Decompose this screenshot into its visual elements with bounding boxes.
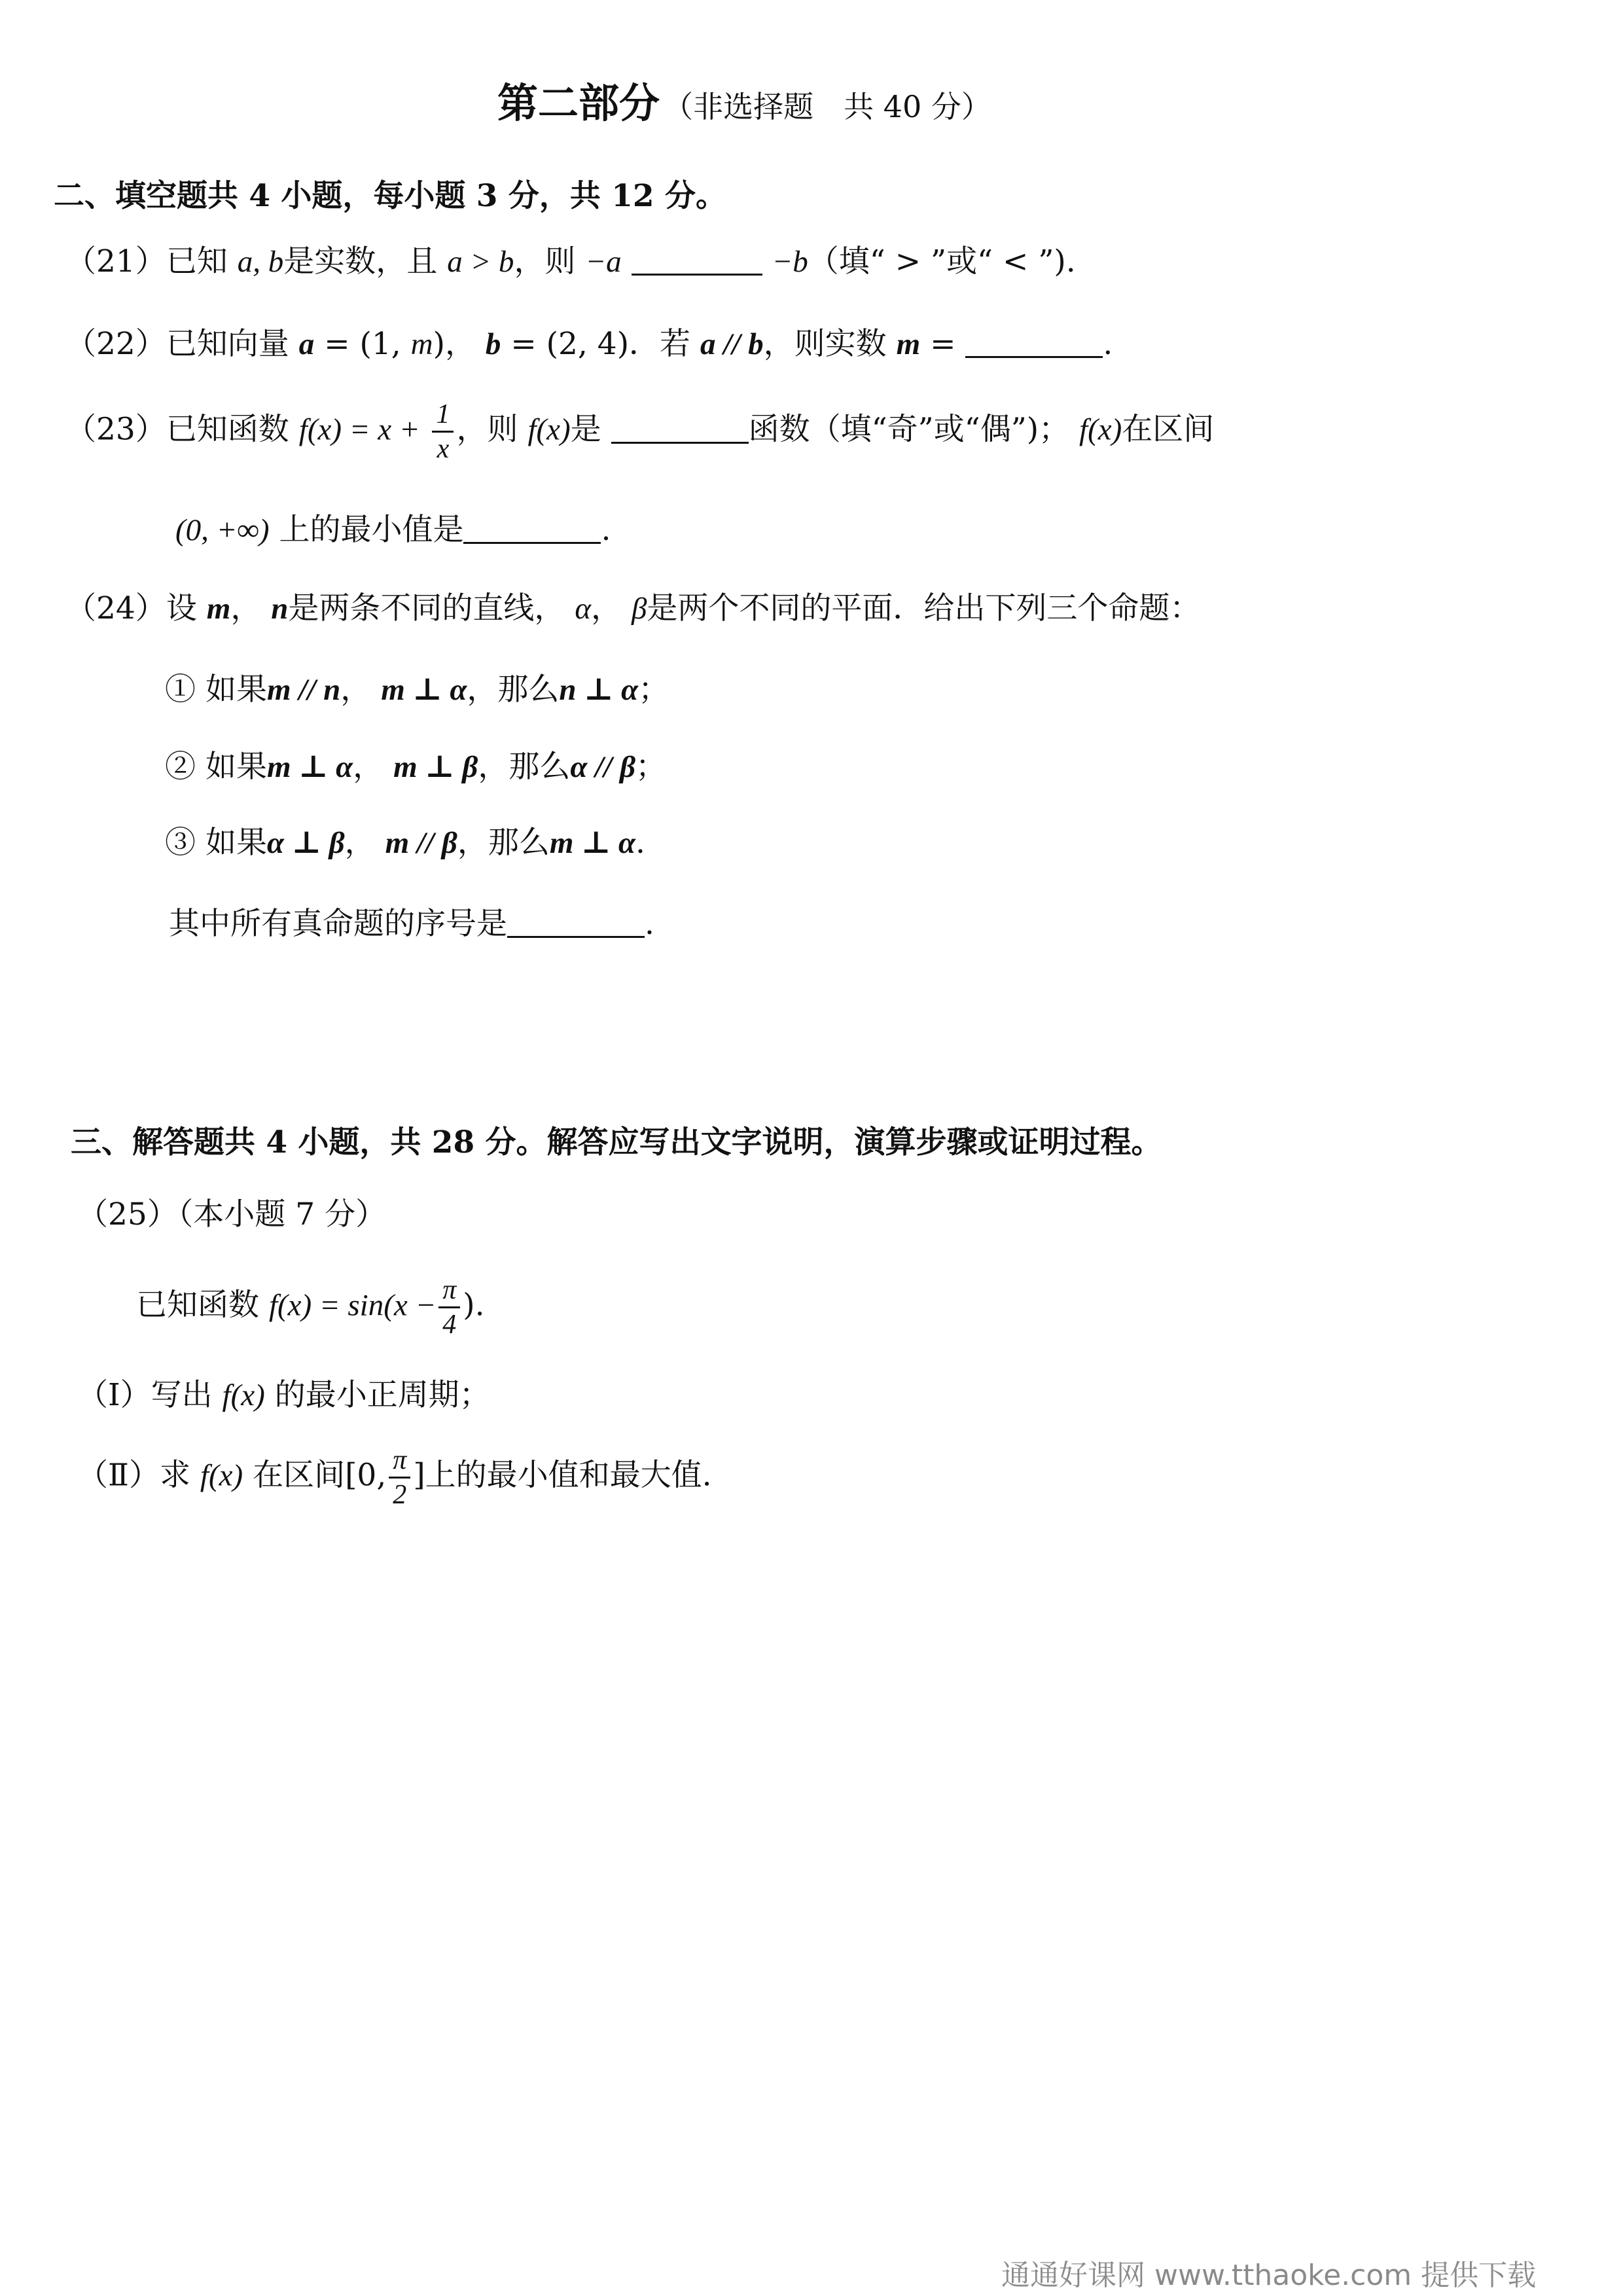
- q24-math: m: [206, 592, 231, 626]
- proposition-math: α ⊥ β: [266, 826, 345, 860]
- q22-text: 已知向量: [166, 326, 289, 362]
- circled-3-icon: ③: [165, 825, 196, 861]
- q25-text: 已知函数: [136, 1287, 259, 1323]
- q23-function: f(x) = x +: [298, 412, 420, 447]
- q23-text: .: [601, 512, 611, 548]
- question-21: [65, 237, 1076, 281]
- footer-watermark: 通通好课网 www.tthaoke.com 提供下载: [1001, 2259, 1537, 2292]
- q22-text: = (2, 4)．若: [501, 326, 691, 362]
- q23-text: ，则: [456, 411, 518, 448]
- q21-math: a > b: [447, 245, 514, 279]
- q23-answer-blank-2[interactable]: [463, 516, 601, 544]
- q21-text: （填“ > ”或“ < ”).: [808, 243, 1076, 279]
- section-subtitle: （非选择题 共 40 分）: [663, 89, 991, 124]
- q24-text: ，: [591, 590, 622, 626]
- q24-math: β: [632, 592, 647, 626]
- q24-answer-blank[interactable]: [507, 910, 645, 938]
- q23-number: （23）: [65, 411, 166, 448]
- q25-function: f(x) = sin(x −: [268, 1288, 437, 1323]
- proposition-text: 如果: [205, 672, 267, 708]
- q22-text: = (1,: [314, 326, 411, 362]
- q23-text: 在区间: [1122, 411, 1215, 448]
- proposition-math: m ⊥ α: [381, 673, 467, 707]
- question-23: [65, 401, 1214, 463]
- q22-answer-blank[interactable]: [965, 330, 1103, 358]
- proposition-math: m ⊥ α: [549, 826, 636, 860]
- proposition-text: ，那么: [467, 672, 560, 708]
- q25-part-2: [77, 1446, 712, 1509]
- proposition-text: ；: [638, 672, 669, 708]
- proposition-math: m ⊥ α: [266, 750, 353, 784]
- q24-text: 设: [166, 590, 197, 626]
- proposition-text: .: [635, 825, 645, 861]
- q24-text: ，: [230, 590, 262, 626]
- q25-number: （25）（本小题 7 分）: [77, 1196, 387, 1232]
- q23-answer-blank-1[interactable]: [611, 416, 749, 444]
- q24-proposition-2: [165, 742, 666, 786]
- q23-interval: (0, +∞): [175, 513, 270, 547]
- proposition-text: ；: [635, 749, 667, 785]
- proposition-text: ，: [353, 749, 384, 785]
- q21-math: −b: [772, 245, 808, 279]
- q25-text: 在区间[0,: [253, 1457, 387, 1494]
- question-23-line-2: [175, 505, 611, 549]
- q21-math: −a: [585, 245, 622, 279]
- q25-math: f(x): [222, 1378, 265, 1412]
- proposition-math: α // β: [570, 750, 636, 784]
- proposition-text: 如果: [205, 749, 267, 785]
- q23-text: 已知函数: [166, 411, 289, 448]
- fraction-numerator: π: [389, 1446, 410, 1479]
- q24-math: n: [271, 592, 289, 626]
- fraction-numerator: 1: [432, 401, 454, 433]
- fraction-numerator: π: [438, 1276, 460, 1308]
- q24-text: 是两条不同的直线，: [288, 590, 565, 626]
- proposition-math: m // n: [266, 673, 341, 707]
- section-title: 第二部分: [497, 79, 660, 127]
- q25-fraction: [438, 1276, 460, 1338]
- solution-heading: 三、解答题共 4 小题，共 28 分。解答应写出文字说明，演算步骤或证明过程。: [71, 1124, 1162, 1160]
- q24-proposition-1: [165, 665, 669, 709]
- q23-text: 函数（填“奇”或“偶”)；: [748, 411, 1070, 448]
- q22-math: a // b: [700, 327, 764, 361]
- q25-math: f(x): [200, 1458, 243, 1493]
- q22-vector: b: [485, 327, 501, 361]
- q24-proposition-3: [165, 818, 645, 862]
- proposition-text: ，: [340, 672, 372, 708]
- q22-vector: a: [298, 327, 315, 361]
- q22-math: m: [896, 327, 921, 361]
- q23-text: 上的最小值是: [279, 512, 464, 548]
- proposition-text: ，那么: [478, 749, 571, 785]
- q22-text: )，: [433, 326, 476, 362]
- q25-text: （Ⅱ）求: [77, 1457, 190, 1494]
- q21-text: ，则: [514, 243, 576, 279]
- q22-text: =: [920, 326, 966, 362]
- question-24: [65, 584, 1200, 628]
- q21-answer-blank[interactable]: [632, 247, 762, 276]
- q22-text: .: [1103, 326, 1113, 362]
- q25-fraction: [389, 1446, 410, 1509]
- q23-text: 是: [570, 411, 601, 448]
- circled-2-icon: ②: [165, 749, 196, 785]
- q21-number: （21）: [65, 243, 166, 279]
- proposition-math: m // β: [385, 826, 457, 860]
- q23-math: f(x): [1079, 412, 1122, 447]
- q23-fraction: [432, 401, 454, 463]
- q21-math: a, b: [237, 245, 284, 279]
- question-22: [65, 319, 1113, 363]
- circled-1-icon: ①: [165, 672, 196, 708]
- proposition-text: ，那么: [457, 825, 550, 861]
- fraction-denominator: 2: [393, 1480, 407, 1510]
- q25-text: ).: [463, 1287, 485, 1323]
- q24-text: .: [645, 906, 654, 942]
- proposition-math: m ⊥ β: [393, 750, 478, 784]
- q24-number: （24）: [65, 590, 166, 626]
- q22-number: （22）: [65, 326, 166, 362]
- page-header: [497, 71, 991, 129]
- q21-text: 已知: [166, 243, 228, 279]
- fraction-denominator: 4: [442, 1310, 457, 1340]
- q25-given: [136, 1276, 485, 1338]
- fill-in-heading: 二、填空题共 4 小题，每小题 3 分，共 12 分。: [54, 178, 726, 214]
- q24-conclusion: [169, 899, 654, 943]
- q22-math: m: [410, 327, 433, 361]
- q25-text: ]上的最小值和最大值.: [413, 1457, 712, 1494]
- q24-math: α: [575, 592, 592, 626]
- q21-text: 是实数，且: [283, 243, 438, 279]
- fraction-denominator: x: [437, 434, 450, 464]
- q25-text: 的最小正周期；: [274, 1377, 490, 1413]
- q23-math: f(x): [527, 412, 571, 447]
- proposition-text: ，: [344, 825, 376, 861]
- q24-text: 是两个不同的平面．给出下列三个命题：: [647, 590, 1201, 626]
- proposition-text: 如果: [205, 825, 267, 861]
- proposition-math: n ⊥ α: [559, 673, 639, 707]
- q22-text: ，则实数: [763, 326, 887, 362]
- q25-part-1: [77, 1371, 490, 1414]
- q25-text: （Ⅰ）写出: [77, 1377, 213, 1413]
- q24-text: 其中所有真命题的序号是: [169, 906, 507, 942]
